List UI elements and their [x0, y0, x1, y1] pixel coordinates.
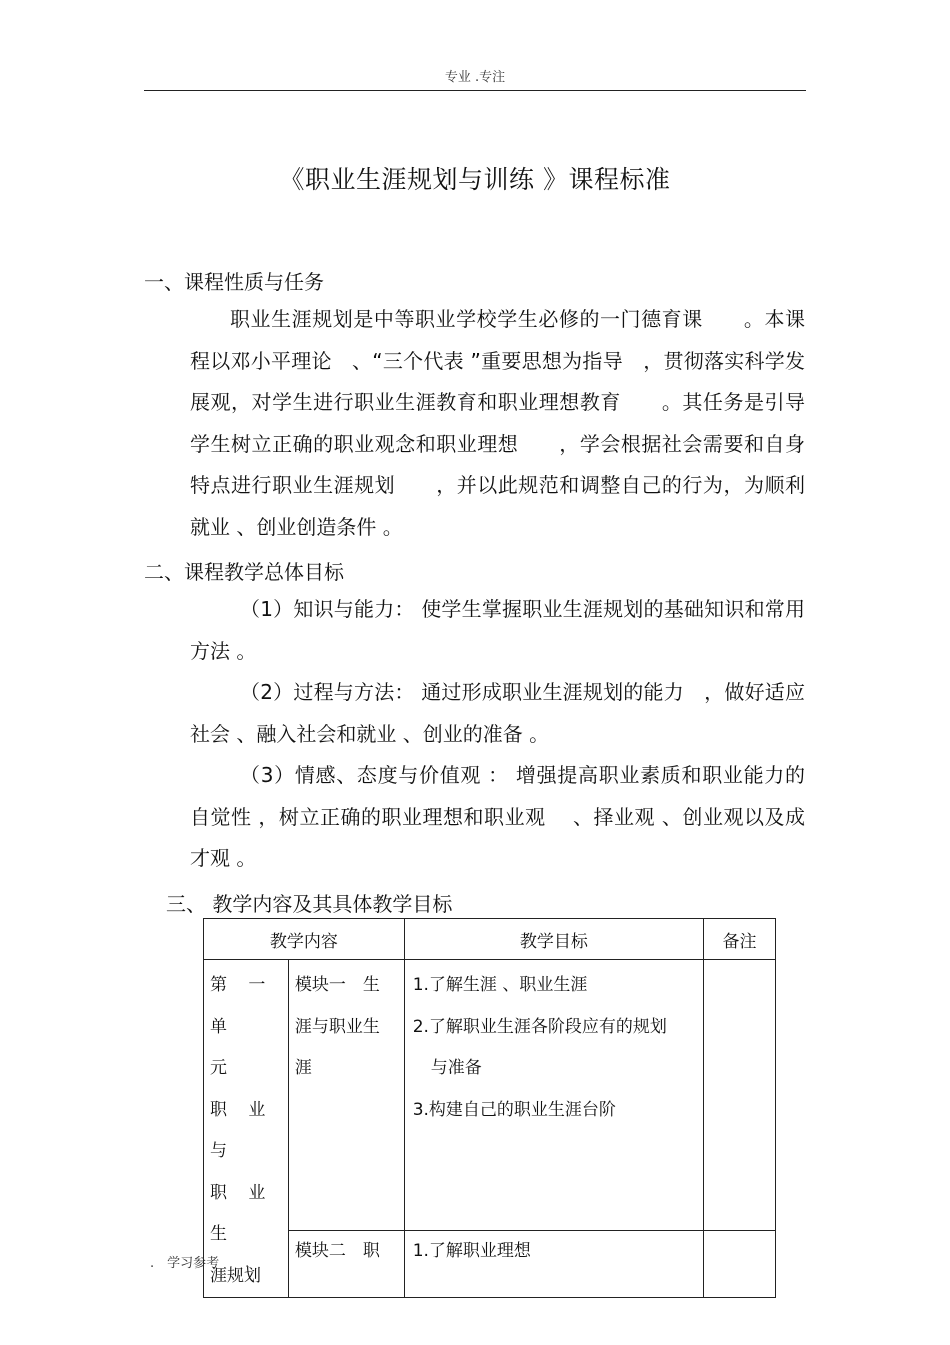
- unit-line: 第 一 单: [210, 975, 274, 1037]
- page-header: 专业 .专注: [444, 70, 506, 85]
- module-cell: [288, 960, 404, 1231]
- module-line: 涯与职业生: [294, 1016, 380, 1037]
- module-cell: [288, 1231, 404, 1298]
- list-item: 3.构建自己的职业生涯台阶: [412, 1099, 616, 1120]
- col-header-goals: 教学目标: [404, 919, 703, 960]
- list-item: 2.了解职业生涯各阶段应有的规划 与准备: [412, 1016, 667, 1078]
- notes-cell: [704, 960, 776, 1231]
- goal-list: [405, 965, 703, 1131]
- section-heading-1: 一、课程性质与任务: [144, 270, 324, 294]
- col-header-content: 教学内容: [204, 919, 405, 960]
- goals-cell: [404, 960, 703, 1231]
- goal-list: [405, 1231, 703, 1273]
- goal-3: （3）情感、态度与价值观 ： 增强提高职业素质和职业能力的自觉性 ，树立正确的职业理想和职业观 、择业观 、创业观以及成才观 。: [190, 763, 805, 870]
- goal-2: （2）过程与方法： 通过形成职业生涯规划的能力 ，做好适应社会 、融入社会和就业 、创业的准备 。: [190, 680, 805, 746]
- document-title: 《职业生涯规划与训练 》课程标准: [279, 165, 671, 194]
- unit-line: 元: [210, 1058, 227, 1078]
- table-row: [204, 1231, 776, 1298]
- content-table: [203, 918, 776, 1298]
- notes-cell: [704, 1231, 776, 1298]
- module-line: 模块一 生: [294, 975, 380, 995]
- unit-line: 职 业 生: [210, 1182, 274, 1244]
- section1-paragraph: 职业生涯规划是中等职业学校学生必修的一门德育课 。本课程以邓小平理论 、“三个代表 ”重要思想为指导 ，贯彻落实科学发展观，对学生进行职业生涯教育和职业理想教育 。其任务是引导学生树立正确的职业观念和职业理想 ，学会根据社会需要和自身特点进行职业生涯规划 ，并以此规范和调整自己的行为，为顺利就业 、创业创造条件 。: [190, 307, 805, 539]
- section-heading-2: 二、课程教学总体目标: [144, 560, 344, 584]
- module-line: 涯: [294, 1058, 312, 1078]
- header-rule: [144, 90, 806, 91]
- goal-1: （1）知识与能力： 使学生掌握职业生涯规划的基础知识和常用方法 。: [190, 597, 805, 663]
- list-item: 1.了解职业理想: [412, 1241, 531, 1262]
- table-row: [204, 960, 776, 1231]
- unit-line: 涯规划: [210, 1265, 261, 1286]
- unit-cell: [204, 960, 289, 1298]
- unit-line: 职 业 与: [210, 1099, 274, 1161]
- section-heading-3: 三、 教学内容及其具体教学目标: [166, 892, 453, 916]
- col-header-notes: 备注: [704, 919, 776, 960]
- module-line: 模块二 职: [294, 1241, 380, 1262]
- goals-cell: [404, 1231, 703, 1298]
- list-item: 1.了解生涯 、职业生涯: [412, 975, 588, 995]
- page-footer: . 学习参考 .: [150, 1256, 250, 1271]
- table-header-row: [204, 919, 776, 960]
